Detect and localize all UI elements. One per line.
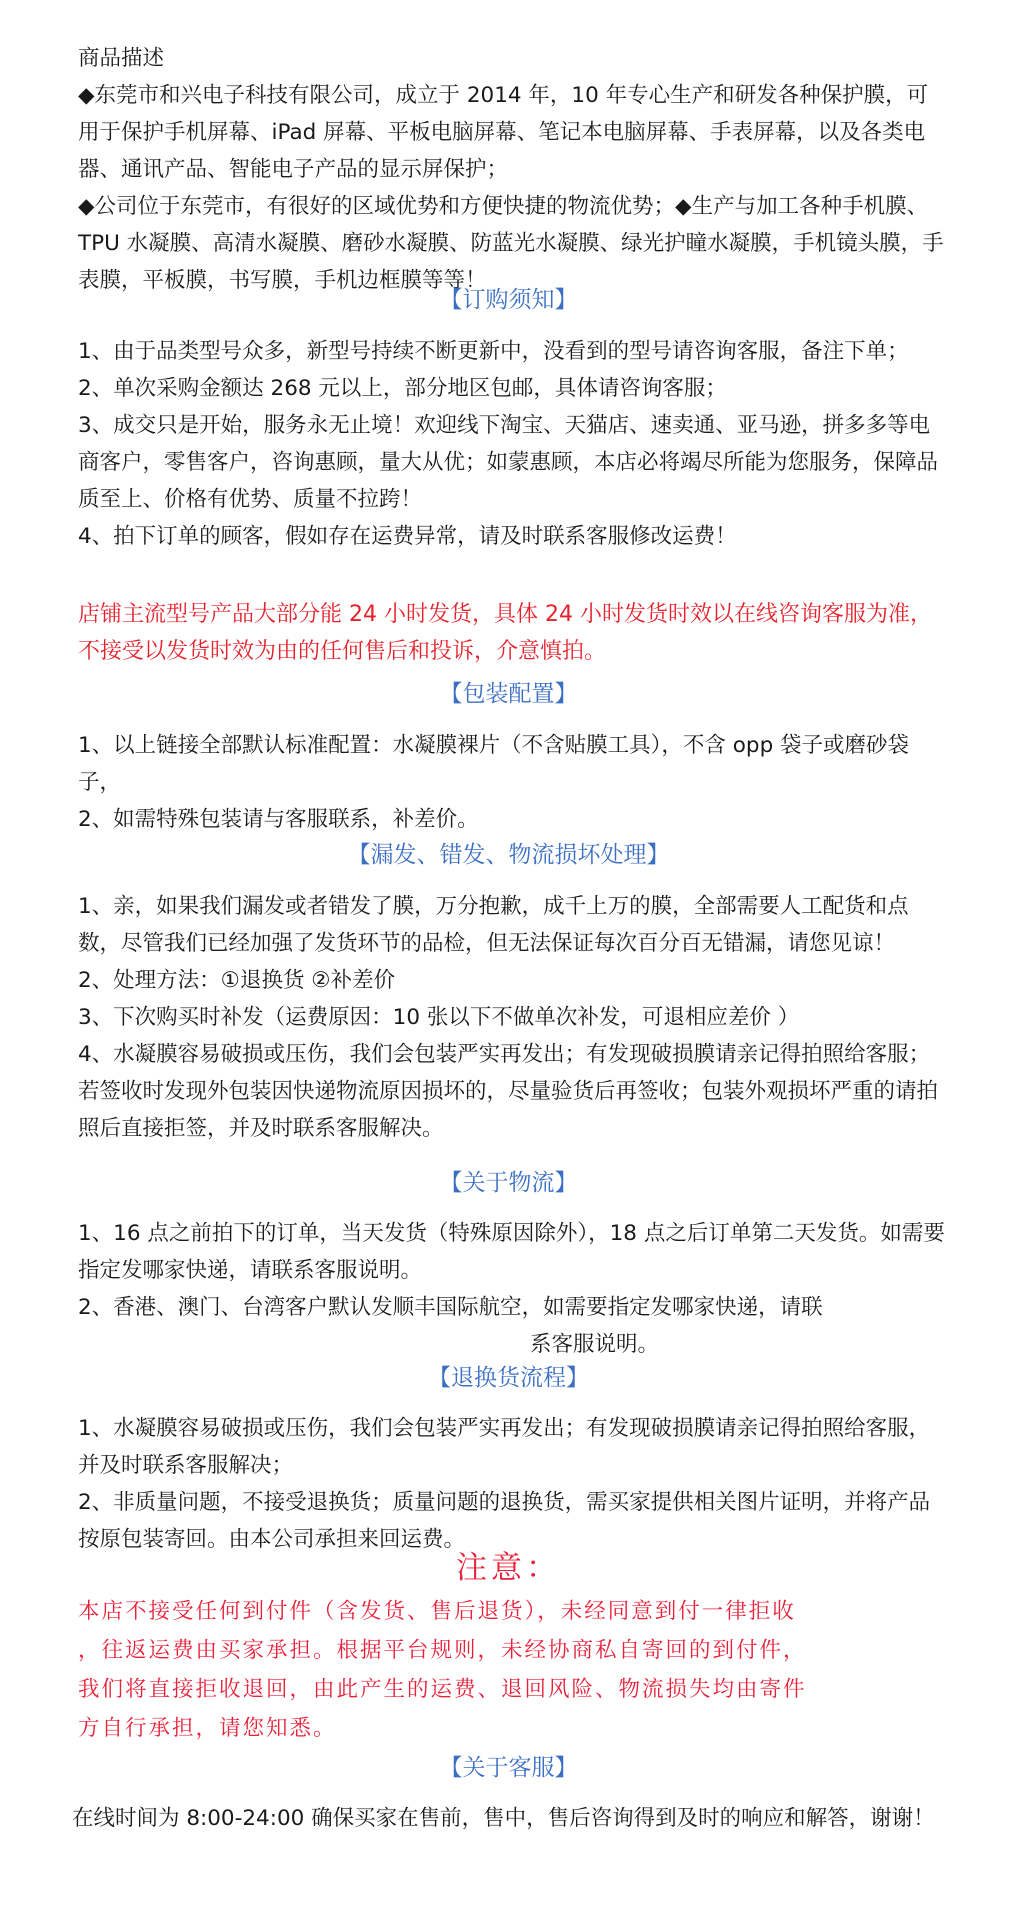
description-section: [78, 40, 948, 299]
notice-line-3: 我们将直接拒收退回，由此产生的运费、退回风险、物流损失均由寄件: [78, 1677, 807, 1702]
logistics-item-2: 2、香港、澳门、台湾客户默认发顺丰国际航空，如需要指定发哪家快递，请联: [78, 1295, 823, 1320]
order-title: 【订购须知】: [439, 287, 578, 313]
order-item-1: 1、由于品类型号众多，新型号持续不断更新中，没看到的型号请咨询客服，备注下单；: [78, 339, 909, 364]
description-paragraph-2: ◆公司位于东莞市，有很好的区域优势和方便快捷的物流优势；◆生产与加工各种手机膜、TPU 水凝膜、高清水凝膜、磨砂水凝膜、防蓝光水凝膜、绿光护瞳水凝膜，手机镜头膜，手表膜，平板膜，书写膜，手机边框膜等等！: [78, 194, 944, 293]
errors-item-3: 3、下次购买时补发（运费原因：10 张以下不做单次补发，可退相应差价 ）: [78, 1005, 800, 1030]
notice-line-2: ，往返运费由买家承担。根据平台规则，未经协商私自寄回的到付件，: [78, 1638, 807, 1663]
notice-section: [78, 1592, 958, 1748]
notice-line-4: 方自行承担，请您知悉。: [78, 1716, 337, 1741]
order-item-3: 3、成交只是开始，服务永无止境！欢迎线下淘宝、天猫店、速卖通、亚马逊，拼多多等电商客户，零售客户，咨询惠顾，量大从优；如蒙惠顾，本店必将竭尽所能为您服务，保障品质至上、价格有优势、质量不拉跨！: [78, 413, 939, 512]
packaging-item-2: 2、如需特殊包装请与客服联系，补差价。: [78, 807, 479, 832]
order-section: [78, 333, 948, 555]
errors-item-2: 2、处理方法：①退换货 ②补差价: [78, 968, 396, 993]
description-heading: 商品描述: [78, 46, 165, 71]
errors-item-4: 4、水凝膜容易破损或压伤，我们会包装严实再发出；有发现破损膜请亲记得拍照给客服；若签收时发现外包装因快递物流原因损坏的，尽量验货后再签收；包装外观损坏严重的请拍照后直接拒签，并及时联系客服解决。: [78, 1042, 939, 1141]
logistics-section: [78, 1215, 948, 1363]
packaging-section: [78, 727, 948, 838]
logistics-item-2-tail: 系客服说明。: [530, 1332, 660, 1357]
returns-section: [78, 1410, 948, 1558]
notice-line-1: 本店不接受任何到付件（含发货、售后退货），未经同意到付一律拒收: [78, 1599, 796, 1624]
errors-item-1: 1、亲，如果我们漏发或者错发了膜，万分抱歉，成千上万的膜，全部需要人工配货和点数，尽管我们已经加强了发货环节的品检，但无法保证每次百分百无错漏，请您见谅！: [78, 894, 909, 956]
logistics-title: 【关于物流】: [439, 1170, 578, 1196]
order-item-4: 4、拍下订单的顾客，假如存在运费异常，请及时联系客服修改运费！: [78, 524, 737, 549]
description-paragraph-1: ◆东莞市和兴电子科技有限公司，成立于 2014 年，10 年专心生产和研发各种保护膜，可用于保护手机屏幕、iPad 屏幕、平板电脑屏幕、笔记本电脑屏幕、手表屏幕，以及各类电器、通讯产品、智能电子产品的显示屏保护；: [78, 83, 929, 182]
returns-item-2: 2、非质量问题，不接受退换货；质量问题的退换货，需买家提供相关图片证明，并将产品按原包装寄回。由本公司承担来回运费。: [78, 1490, 931, 1552]
returns-title: 【退换货流程】: [428, 1365, 589, 1391]
service-text: 在线时间为 8:00-24:00 确保买家在售前，售中，售后咨询得到及时的响应和解答，谢谢！: [72, 1806, 935, 1831]
errors-title: 【漏发、错发、物流损坏处理】: [347, 842, 670, 868]
shipping-time-note: 店铺主流型号产品大部分能 24 小时发货，具体 24 小时发货时效以在线咨询客服为准，不接受以发货时效为由的任何售后和投诉，介意慎拍。: [78, 602, 932, 664]
errors-section: [78, 888, 948, 1147]
notice-title: 注意：: [456, 1550, 561, 1586]
returns-item-1: 1、水凝膜容易破损或压伤，我们会包装严实再发出；有发现破损膜请亲记得拍照给客服，并及时联系客服解决；: [78, 1416, 931, 1478]
order-item-2: 2、单次采购金额达 268 元以上，部分地区包邮，具体请咨询客服；: [78, 376, 727, 401]
logistics-item-1: 1、16 点之前拍下的订单，当天发货（特殊原因除外），18 点之后订单第二天发货。如需要指定发哪家快递，请联系客服说明。: [78, 1221, 945, 1283]
service-title: 【关于客服】: [439, 1755, 578, 1781]
packaging-title: 【包装配置】: [439, 681, 578, 707]
packaging-item-1: 1、以上链接全部默认标准配置：水凝膜裸片（不含贴膜工具），不含 opp 袋子或磨砂袋子，: [78, 733, 910, 795]
